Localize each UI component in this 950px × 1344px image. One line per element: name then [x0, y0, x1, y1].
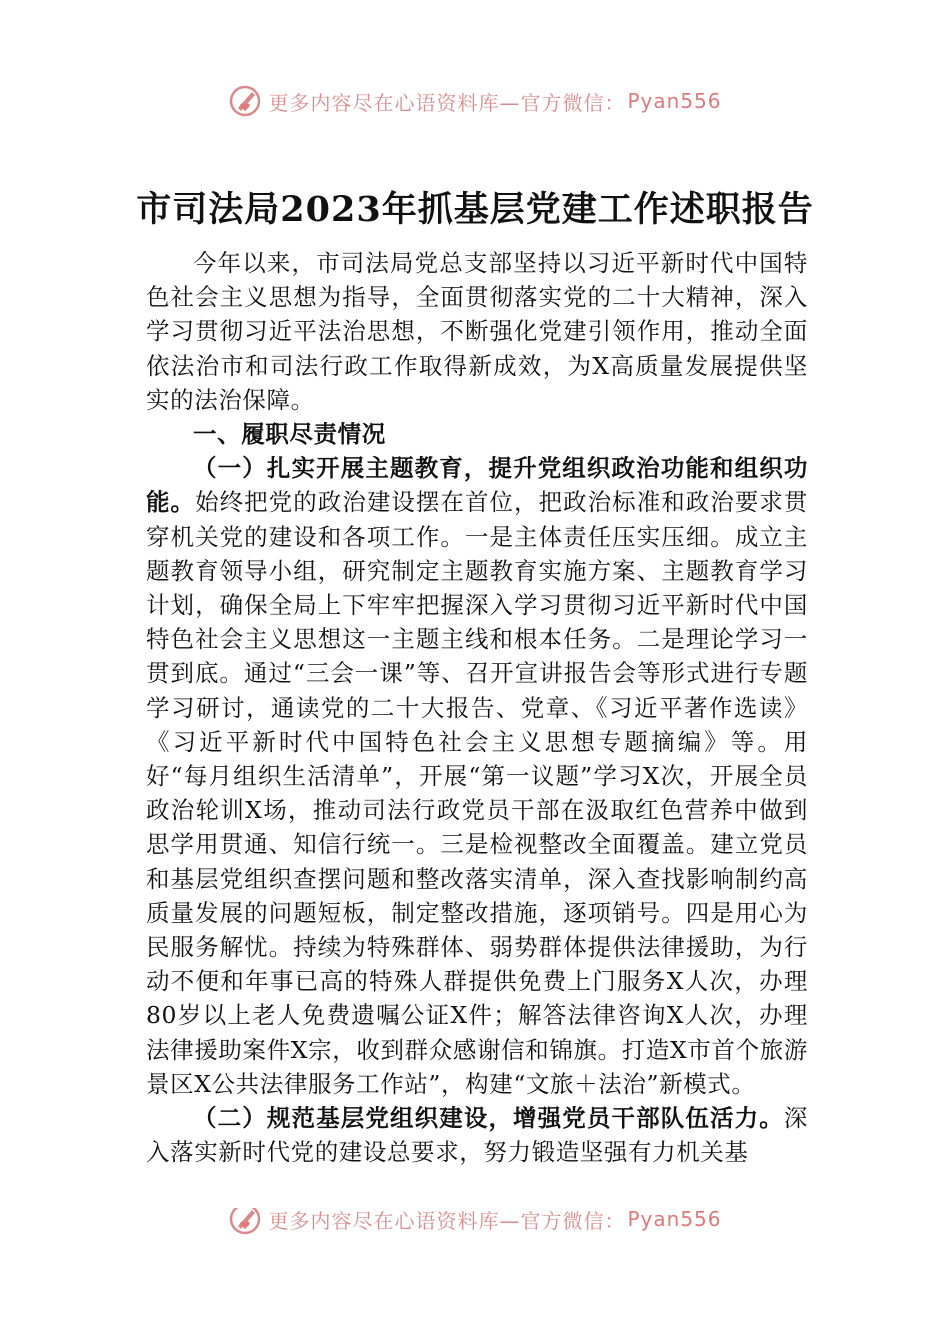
- watermark-text: 更多内容尽在心语资料库—官方微信：: [268, 90, 626, 115]
- watermark-text: 更多内容尽在心语资料库—官方微信：: [268, 1208, 626, 1233]
- subsection-1-heading: （一）扎实开展主题教育，提升党组织政治功能和组织功能。: [146, 454, 808, 517]
- pen-heart-logo-icon: [228, 1208, 262, 1236]
- subsection-2-body: 深入落实新时代党的建设总要求，努力锻造坚强有力机关基: [146, 1104, 808, 1167]
- subsection-1-paragraph: [146, 451, 808, 1101]
- document-body: [146, 246, 808, 1169]
- watermark-id: Pyan556: [627, 1208, 722, 1231]
- section-heading: 一、履职尽责情况: [193, 420, 386, 449]
- document-title: 市司法局2023年抓基层党建工作述职报告: [136, 189, 814, 230]
- subsection-2-heading: （二）规范基层党组织建设，增强党员干部队伍活力。: [193, 1104, 784, 1133]
- subsection-2-paragraph: [146, 1101, 808, 1169]
- subsection-1-body: 始终把党的政治建设摆在首位，把政治标准和政治要求贯穿机关党的建设和各项工作。一是主体责任压实压细。成立主题教育领导小组，研究制定主题教育实施方案、主题教育学习计划，确保全局上下牢牢把握深入学习贯彻习近平新时代中国特色社会主义思想这一主题主线和根本任务。二是理论学习一贯到底。通过“三会一课”等、召开宣讲报告会等形式进行专题学习研讨，通读党的二十大报告、党章、《习近平著作选读》《习近平新时代中国特色社会主义思想专题摘编》等。用好“每月组织生活清单”，开展“第一议题”学习X次，开展全员政治轮训X场，推动司法行政党员干部在汲取红色营养中做到思学用贯通、知信行统一。三是检视整改全面覆盖。建立党员和基层党组织查摆问题和整改落实清单，深入查找影响制约高质量发展的问题短板，制定整改措施，逐项销号。四是用心为民服务解忧。持续为特殊群体、弱势群体提供法律援助，为行动不便和年事已高的特殊人群提供免费上门服务X人次，办理80岁以上老人免费遗嘱公证X件；解答法律咨询X人次，办理法律援助案件X宗，收到群众感谢信和锦旗。打造X市首个旅游景区X公共法律服务工作站”，构建“文旅＋法治”新模式。: [146, 488, 809, 1098]
- watermark-header: [0, 84, 950, 118]
- watermark-footer: [0, 1208, 950, 1242]
- watermark-id: Pyan556: [627, 89, 722, 113]
- pen-heart-logo-icon: [228, 84, 262, 118]
- intro-paragraph: 今年以来，市司法局党总支部坚持以习近平新时代中国特色社会主义思想为指导，全面贯彻落实党的二十大精神，深入学习贯彻习近平法治思想，不断强化党建引领作用，推动全面依法治市和司法行政工作取得新成效，为X高质量发展提供坚实的法治保障。: [146, 249, 808, 414]
